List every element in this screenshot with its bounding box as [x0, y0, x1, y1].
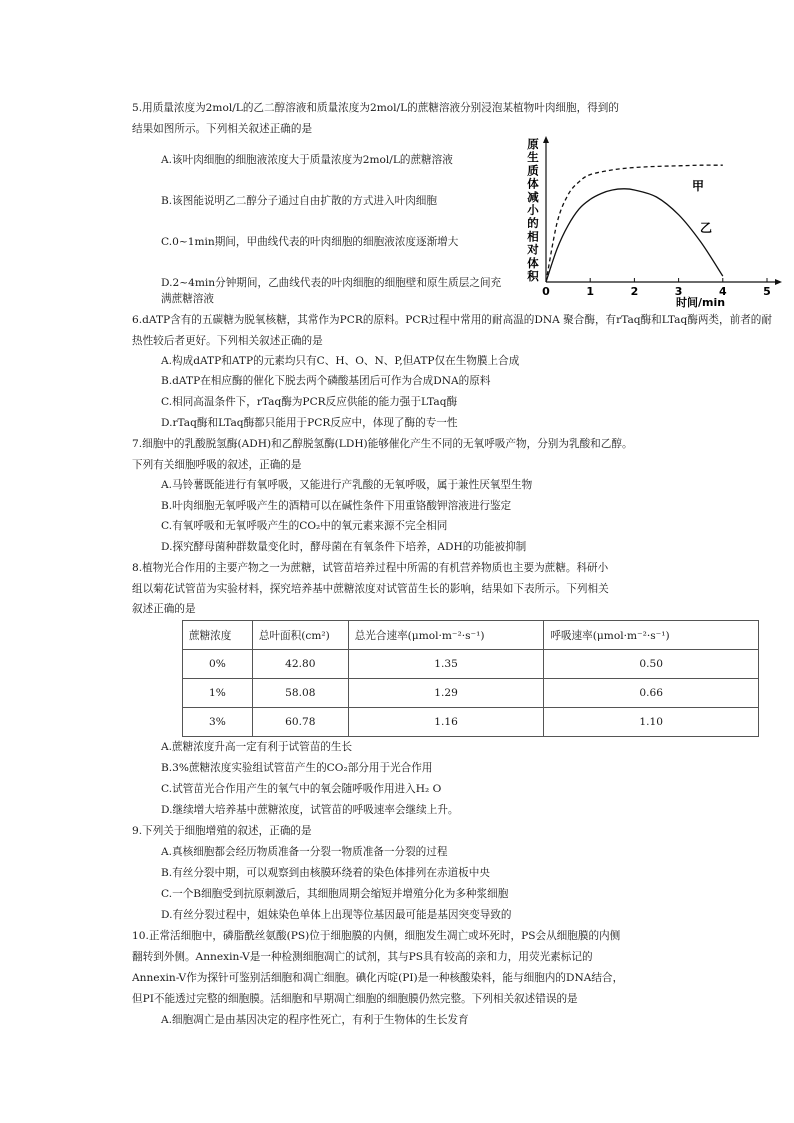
q7-option-a: A.马铃薯既能进行有氧呼吸，又能进行产乳酸的无氧呼吸，属于兼性厌氧型生物 — [161, 479, 533, 491]
q8-option-b: B.3%蔗糖浓度实验组试管苗产生的CO₂部分用于光合作用 — [161, 762, 433, 774]
y-axis-label-char: 体 — [527, 255, 539, 270]
table-cell: 1.35 — [348, 650, 544, 679]
q8-stem-line-2: 组以菊花试管苗为实验材料，探究培养基中蔗糖浓度对试管苗生长的影响，结果如下表所示。下列相关 — [132, 583, 609, 595]
q10-stem-line-2: 翻转到外侧。Annexin-V是一种检测细胞凋亡的试剂，其与PS具有较高的亲和力，用荧光素标记的 — [132, 951, 593, 963]
y-axis-label-char: 原 — [527, 137, 539, 151]
q5-stem-line-2: 结果如图所示。下列相关叙述正确的是 — [132, 123, 313, 135]
y-axis-label-char: 减 — [527, 189, 539, 204]
table-cell: 0.66 — [544, 679, 759, 708]
q10-stem-line-1: 10.正常活细胞中，磷脂酰丝氨酸(PS)位于细胞膜的内侧，细胞发生凋亡或坏死时，PS会从细胞膜的内侧 — [132, 930, 621, 942]
q8-stem-line-1: 8.植物光合作用的主要产物之一为蔗糖，试管苗培养过程中所需的有机营养物质也主要为蔗糖。科研小 — [132, 562, 609, 574]
q7-option-d: D.探究酵母菌种群数量变化时，酵母菌在有氧条件下培养，ADH的功能被抑制 — [161, 541, 527, 553]
x-tick-label: 1 — [586, 285, 595, 298]
q10-option-a: A.细胞凋亡是由基因决定的程序性死亡，有利于生物体的生长发育 — [161, 1014, 469, 1026]
q9-option-b: B.有丝分裂中期，可以观察到由核膜环绕着的染色体排列在赤道板中央 — [161, 867, 490, 879]
table-row — [183, 650, 759, 679]
table-header: 总叶面积(cm²) — [252, 621, 348, 650]
x-axis-label: 时间/min — [676, 296, 726, 309]
table-cell: 1.10 — [544, 708, 759, 737]
x-tick-label: 4 — [718, 285, 727, 298]
q7-stem-line-1: 7.细胞中的乳酸脱氢酶(ADH)和乙醇脱氢酶(LDH)能够催化产生不同的无氧呼吸产物，分别为乳酸和乙醇。 — [132, 438, 633, 450]
q8-option-a: A.蔗糖浓度升高一定有利于试管苗的生长 — [161, 741, 353, 753]
q6-stem-line-1: 6.dATP含有的五碳糖为脱氧核糖，其常作为PCR的原料。PCR过程中常用的耐高温的DNA 聚合酶，有rTaq酶和LTaq酶两类，前者的耐 — [132, 314, 772, 326]
y-axis-label-char: 对 — [527, 242, 539, 257]
q10-stem-line-3: Annexin-V作为探针可鉴别活细胞和凋亡细胞。碘化丙啶(PI)是一种核酸染料，能与细胞内的DNA结合， — [132, 972, 624, 984]
q7-option-b: B.叶肉细胞无氧呼吸产生的酒精可以在碱性条件下用重铬酸钾溶液进行鉴定 — [161, 500, 512, 512]
q5-stem-line-1: 5.用质量浓度为2mol/L的乙二醇溶液和质量浓度为2mol/L的蔗糖溶液分别浸泡某植物叶肉细胞，得到的 — [132, 102, 619, 114]
table-row — [183, 679, 759, 708]
q9-option-a: A.真核细胞都会经历物质准备一分裂一物质准备一分裂的过程 — [161, 846, 448, 858]
y-axis-label-char: 的 — [527, 216, 539, 231]
series-label-jia: 甲 — [692, 179, 705, 193]
table-cell: 1% — [183, 679, 253, 708]
q5-option-d-cont: 满蔗糖溶液 — [161, 293, 214, 305]
x-tick-label: 0 — [542, 285, 550, 298]
x-axis-arrow — [775, 279, 782, 285]
q9-option-d: D.有丝分裂过程中，姐妹染色单体上出现等位基因最可能是基因突变导致的 — [161, 909, 512, 921]
y-axis-label — [526, 137, 539, 283]
table-header: 总光合速率(μmol·m⁻²·s⁻¹) — [348, 621, 544, 650]
q9-option-c: C.一个B细胞受到抗原刺激后，其细胞周期会缩短并增殖分化为多种浆细胞 — [161, 888, 509, 900]
q8-data-table — [182, 620, 759, 737]
table-cell: 0% — [183, 650, 253, 679]
table-cell: 42.80 — [252, 650, 348, 679]
y-axis-arrow — [543, 136, 549, 143]
q10-stem-line-4: 但PI不能透过完整的细胞膜。活细胞和早期凋亡细胞的细胞膜仍然完整。下列相关叙述错误的是 — [132, 993, 578, 1005]
x-tick-label: 3 — [674, 285, 683, 298]
table-cell: 1.16 — [348, 708, 544, 737]
x-tick-label: 5 — [763, 285, 771, 298]
y-axis-label-char: 相 — [527, 229, 539, 244]
q9-stem: 9.下列关于细胞增殖的叙述，正确的是 — [132, 825, 312, 837]
protoplast-volume-chart — [520, 136, 782, 314]
table-cell: 0.50 — [544, 650, 759, 679]
x-tick-label: 2 — [630, 285, 639, 298]
q8-option-d: D.继续增大培养基中蔗糖浓度，试管苗的呼吸速率会继续上升。 — [161, 804, 459, 816]
q6-option-d: D.rTaq酶和LTaq酶都只能用于PCR反应中，体现了酶的专一性 — [161, 417, 458, 429]
table-cell: 1.29 — [348, 679, 544, 708]
table-header-row — [183, 621, 759, 650]
q6-option-a: A.构成dATP和ATP的元素均只有C、H、O、N、P,但ATP仅在生物膜上合成 — [161, 355, 520, 367]
y-axis-label-char: 体 — [527, 176, 539, 191]
q5-option-d: D.2~4min分钟期间，乙曲线代表的叶肉细胞的细胞壁和原生质层之间充 — [161, 277, 502, 289]
q7-stem-line-2: 下列有关细胞呼吸的叙述，正确的是 — [132, 459, 302, 471]
series-label-yi: 乙 — [700, 221, 713, 235]
curve-yi — [546, 189, 723, 282]
table-cell: 3% — [183, 708, 253, 737]
q6-option-b: B.dATP在相应酶的催化下脱去两个磷酸基团后可作为合成DNA的原料 — [161, 375, 491, 387]
q5-option-c: C.0~1min期间，甲曲线代表的叶肉细胞的细胞液浓度逐渐增大 — [161, 236, 459, 248]
table-cell: 58.08 — [252, 679, 348, 708]
y-axis-label-char: 质 — [527, 163, 539, 178]
q5-option-b: B.该图能说明乙二醇分子通过自由扩散的方式进入叶肉细胞 — [161, 195, 437, 207]
q8-option-c: C.试管苗光合作用产生的氧气中的氧会随呼吸作用进入H₂ O — [161, 783, 442, 795]
table-header: 呼吸速率(μmol·m⁻²·s⁻¹) — [544, 621, 759, 650]
q8-stem-line-3: 叙述正确的是 — [132, 603, 196, 615]
y-axis-label-char: 生 — [527, 150, 539, 165]
table-row — [183, 708, 759, 737]
q7-option-c: C.有氧呼吸和无氧呼吸产生的CO₂中的氧元素来源不完全相同 — [161, 520, 448, 532]
y-axis-label-char: 小 — [527, 203, 539, 217]
q6-stem-line-2: 热性较后者更好。下列相关叙述正确的是 — [132, 335, 323, 347]
y-axis-label-char: 积 — [527, 269, 539, 283]
q6-option-c: C.相同高温条件下，rTaq酶为PCR反应供能的能力强于LTaq酶 — [161, 396, 458, 408]
q5-option-a: A.该叶肉细胞的细胞液浓度大于质量浓度为2mol/L的蔗糖溶液 — [161, 154, 453, 166]
table-cell: 60.78 — [252, 708, 348, 737]
table-header: 蔗糖浓度 — [183, 621, 253, 650]
